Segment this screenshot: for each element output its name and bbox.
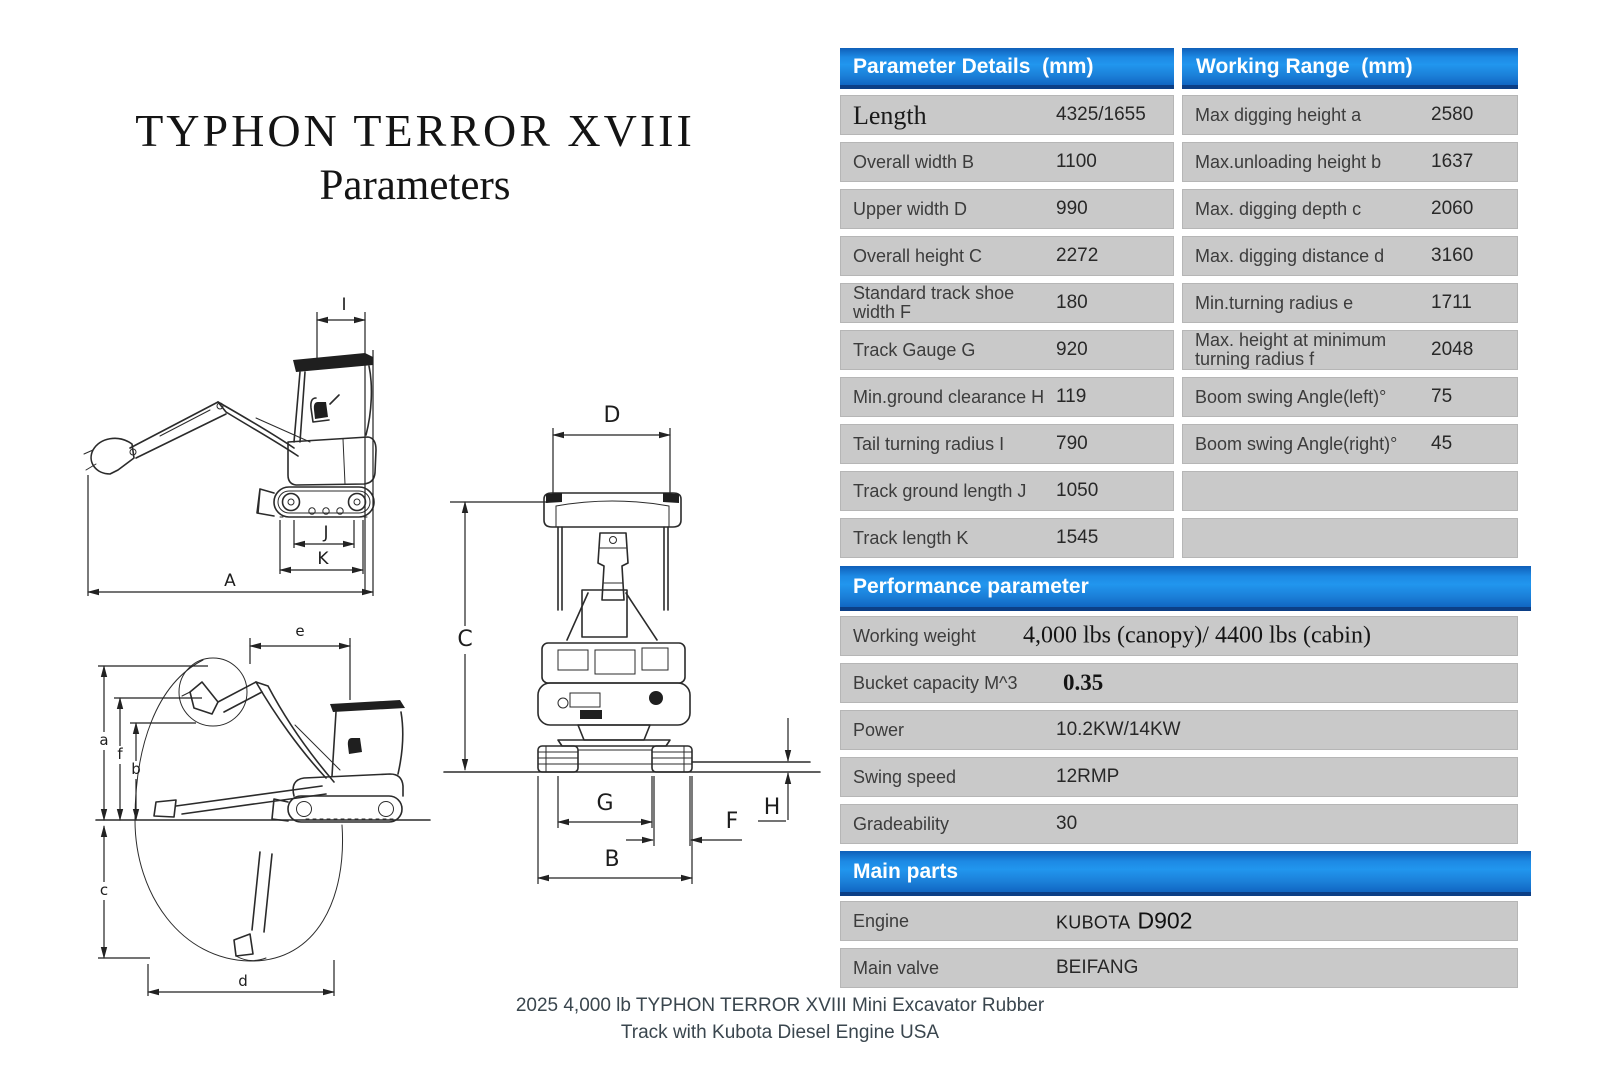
range-value: 2048 [1431,339,1474,360]
table-row [840,804,1518,844]
dim-label-i: I [341,295,347,315]
range-label: Min.turning radius e [1195,292,1354,313]
dim-label-d-upper: D [603,403,621,428]
param-label: Length [853,100,927,130]
dim-label-g: G [596,791,614,816]
empty-cell [1182,471,1518,511]
param-label: Track ground length J [853,480,1027,501]
perf-label: Working weight [853,625,976,646]
dim-label-k: K [317,549,329,569]
table-row [840,663,1518,703]
table-row [840,518,1518,558]
range-label: Max.unloading height b [1195,151,1382,172]
perf-value: 0.35 [1063,670,1104,695]
perf-label: Swing speed [853,766,957,787]
range-value: 2580 [1431,104,1474,125]
perf-value: 30 [1056,813,1078,834]
engine-model: D902 [1137,907,1193,934]
perf-value: 12RMP [1056,766,1120,787]
table-row [840,236,1518,276]
working-range-header: Working Range (mm) [1182,48,1518,89]
param-label: Upper width D [853,198,968,219]
dim-label-a-lower: a [99,731,109,749]
front-view-diagram [430,388,825,898]
param-value: 2272 [1056,245,1099,266]
spec-panel [840,48,1518,988]
table-row [840,471,1518,511]
param-label: Standard track shoe width F [853,283,1015,322]
range-label: Max. height at minimum turning radius f [1195,330,1387,369]
param-label: Overall width B [853,151,975,172]
param-value: 4325/1655 [1056,104,1146,125]
engine-brand: KUBOTA [1056,912,1131,933]
side-view-diagram [60,290,380,600]
page-title-line1: TYPHON TERROR XVIII [135,105,695,156]
page-title-line2: Parameters [319,162,511,209]
param-value: 180 [1056,292,1088,313]
param-label: Min.ground clearance H [853,386,1045,407]
page-title [80,104,750,214]
param-value: 790 [1056,433,1088,454]
part-label: Main valve [853,957,940,978]
perf-value: 4,000 lbs (canopy)/ 4400 lbs (cabin) [1023,622,1371,649]
dim-label-h: H [763,795,781,820]
param-value: 119 [1056,386,1087,407]
param-value: 990 [1056,198,1088,219]
main-parts-section-header: Main parts [840,851,1531,896]
dim-label-a-upper: A [224,571,236,591]
range-label: Max digging height a [1195,104,1362,125]
param-label: Track length K [853,527,969,548]
range-value: 1637 [1431,151,1474,172]
param-label: Track Gauge G [853,339,976,360]
table-row [840,189,1518,229]
range-value: 75 [1431,386,1453,407]
range-label: Boom swing Angle(right)° [1195,433,1398,454]
part-value [1056,908,1192,935]
range-value: 2060 [1431,198,1474,219]
working-range-diagram [90,620,440,1000]
caption-line1: 2025 4,000 lb TYPHON TERROR XVIII Mini Excavator Rubber [515,995,1045,1016]
perf-label: Gradeability [853,813,950,834]
table-row [840,142,1518,182]
param-label: Overall height C [853,245,983,266]
range-value: 1711 [1431,292,1472,313]
empty-cell [1182,518,1518,558]
part-label: Engine [853,910,910,931]
table-row [840,330,1518,370]
caption-line2: Track with Kubota Diesel Engine USA [620,1022,940,1043]
dim-label-b: b [131,760,141,778]
param-value: 920 [1056,339,1088,360]
table-row [840,710,1518,750]
range-value: 3160 [1431,245,1474,266]
dim-label-f: f [117,745,123,763]
dim-label-b-upper: B [604,847,620,872]
dim-label-f-upper: F [725,809,739,834]
range-label: Max. digging distance d [1195,245,1385,266]
perf-label: Power [853,719,905,740]
dim-label-j: J [323,523,329,543]
range-value: 45 [1431,433,1453,454]
param-value: 1100 [1056,151,1097,172]
table-row [840,424,1518,464]
photo-caption [0,992,1560,1046]
range-label: Max. digging depth c [1195,198,1362,219]
table-row [840,616,1518,656]
performance-section-header: Performance parameter [840,566,1531,611]
dim-label-c: c [99,881,109,899]
dim-label-d: d [238,972,248,990]
param-value: 1545 [1056,527,1099,548]
table-row [840,377,1518,417]
spec-table-header-row [840,48,1518,89]
param-value: 1050 [1056,480,1099,501]
range-label: Boom swing Angle(left)° [1195,386,1387,407]
table-row [840,948,1518,988]
table-row [840,283,1518,323]
param-label: Tail turning radius I [853,433,1005,454]
dim-label-e: e [295,622,305,640]
perf-label: Bucket capacity M^3 [853,672,1018,693]
perf-value: 10.2KW/14KW [1056,719,1181,740]
table-row [840,901,1518,941]
table-row [840,757,1518,797]
parameter-details-header: Parameter Details (mm) [840,48,1174,89]
table-row [840,95,1518,135]
part-value: BEIFANG [1056,957,1139,978]
dim-label-c-upper: C [457,627,473,652]
